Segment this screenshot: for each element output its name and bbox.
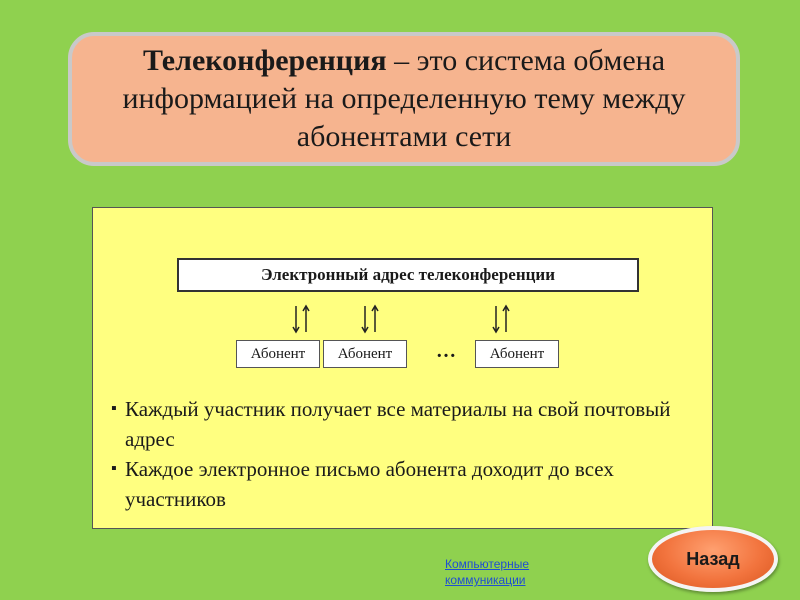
arrows-icon — [489, 304, 513, 334]
definition-body: – это система обмена информацией на определенную тему между абонентами сети — [122, 44, 686, 153]
bullet-item — [111, 394, 711, 454]
subscriber-box: Абонент — [475, 340, 559, 368]
conference-address-box: Электронный адрес телеконференции — [177, 258, 639, 292]
bullet-text: Каждое электронное письмо абонента доходит до всех участников — [125, 457, 614, 511]
bullet-text: Каждый участник получает все материалы на свой почтовый адрес — [125, 397, 671, 451]
subscriber-box: Абонент — [323, 340, 407, 368]
bullet-icon: ▪ — [111, 460, 117, 477]
computer-communications-link[interactable]: Компьютерные коммуникации — [445, 557, 530, 587]
arrows-icon — [358, 304, 382, 334]
definition-box — [68, 32, 740, 166]
term-text: Телеконференция — [142, 44, 387, 77]
bullet-icon: ▪ — [111, 400, 117, 417]
back-button[interactable]: Назад — [648, 526, 778, 592]
bullet-item — [111, 454, 711, 514]
arrows-icon — [289, 304, 313, 334]
content-panel — [92, 207, 713, 529]
subscriber-box: Абонент — [236, 340, 320, 368]
bullet-list — [111, 394, 711, 514]
definition-text — [72, 42, 736, 156]
ellipsis: … — [436, 340, 456, 362]
